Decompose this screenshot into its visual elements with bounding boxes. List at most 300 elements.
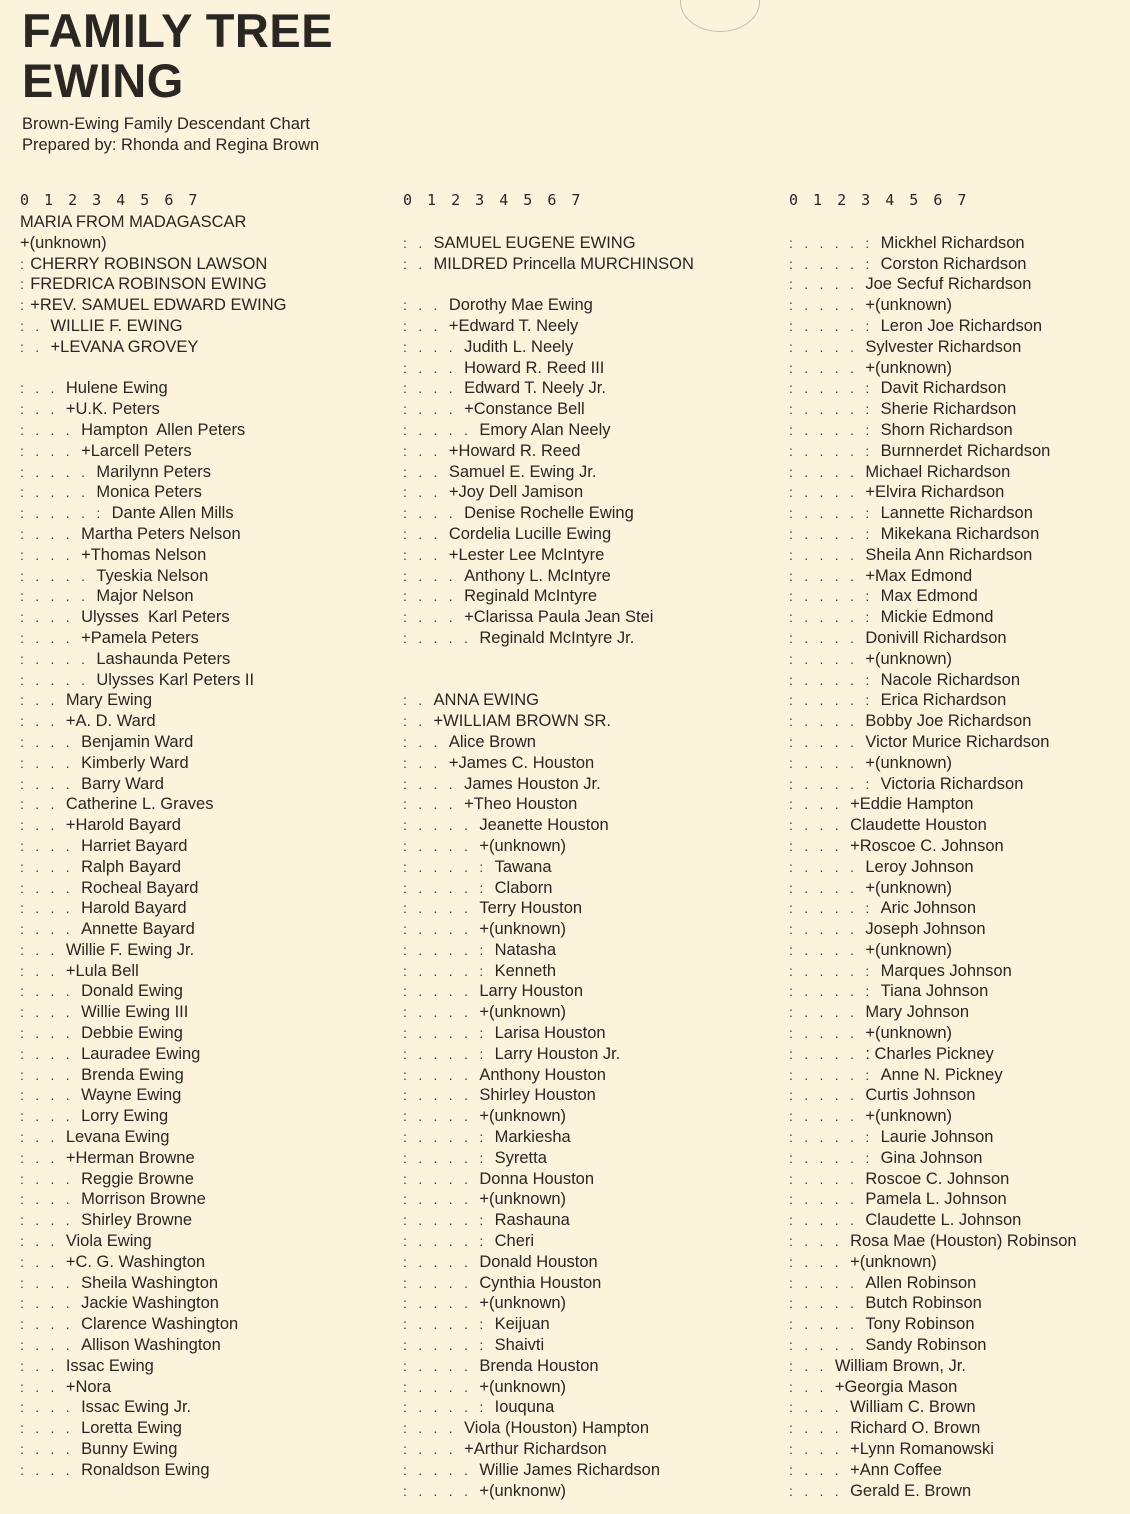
descendant-row [403, 233, 763, 254]
generation-marker: : . . . [20, 1066, 82, 1083]
person-name: Corston Richardson [880, 254, 1027, 273]
generation-marker: : . . . [789, 1461, 851, 1478]
descendant-row [20, 961, 380, 982]
person-name: Willie Ewing III [81, 1003, 189, 1022]
generation-marker: : . . . . [789, 1087, 866, 1104]
person-name: Claudette Houston [850, 816, 987, 835]
person-name: Reggie Browne [81, 1169, 194, 1188]
descendant-row [403, 753, 763, 774]
generation-marker: : . . [403, 297, 449, 314]
descendant-row [20, 1377, 380, 1398]
person-name: Burnnerdet Richardson [880, 441, 1051, 460]
descendant-row [20, 1148, 380, 1169]
descendant-row [403, 1314, 763, 1335]
person-name: +(unknown) [865, 878, 953, 897]
prepared-by: Prepared by: Rhonda and Regina Brown [22, 136, 320, 154]
generation-marker: : . . . [20, 1045, 82, 1062]
descendant-row [403, 940, 763, 961]
row-spacer [403, 670, 763, 691]
descendant-row [20, 711, 380, 732]
descendant-list [403, 212, 763, 1501]
generation-marker: : . . . [20, 1170, 82, 1187]
person-name: Keijuan [494, 1315, 550, 1334]
generation-marker: : . . . . [403, 1295, 480, 1312]
generation-marker: : . . . . [789, 1025, 866, 1042]
person-name: Brenda Ewing [81, 1065, 184, 1084]
person-name: Sherie Richardson [880, 400, 1017, 419]
generation-marker: : . . . . : [789, 421, 881, 438]
person-name: Max Edmond [880, 587, 978, 606]
descendant-row [20, 794, 380, 815]
descendant-row [20, 1210, 380, 1231]
person-name: Gina Johnson [880, 1148, 983, 1167]
generation-marker: : . . [789, 1357, 835, 1374]
person-name: Tawana [494, 857, 552, 876]
descendant-row [403, 441, 763, 462]
descendant-row [20, 1314, 380, 1335]
generation-marker: : [20, 276, 31, 293]
person-name: Pamela L. Johnson [865, 1190, 1007, 1209]
generation-marker: : . . [20, 941, 66, 958]
generation-marker: : . . [20, 401, 66, 418]
generation-marker: : . . [20, 1149, 66, 1166]
generation-marker: : . . . . : [789, 900, 881, 917]
generation-marker: : . . . . [789, 733, 866, 750]
descendant-row [789, 295, 1130, 316]
person-name: Larisa Houston [494, 1024, 606, 1043]
descendant-row [789, 690, 1130, 711]
descendant-row [403, 1231, 763, 1252]
person-name: FREDRICA ROBINSON EWING [30, 275, 267, 294]
generation-marker: : . . [20, 1357, 66, 1374]
descendant-row [20, 878, 380, 899]
generation-marker: : . . . [789, 1399, 851, 1416]
person-name: +Edward T. Neely [448, 316, 579, 335]
descendant-row [789, 649, 1130, 670]
generation-marker: : . . [20, 1233, 66, 1250]
generation-header: 0 1 2 3 4 5 6 7 [20, 191, 201, 209]
generation-marker: : . . . . [403, 1066, 480, 1083]
descendant-row [20, 815, 380, 836]
generation-marker: : . . . . [20, 671, 97, 688]
generation-marker: : . . . [403, 588, 465, 605]
generation-marker: : . . . . [20, 484, 97, 501]
generation-marker: : . . [789, 1378, 835, 1395]
person-name: Kenneth [494, 961, 557, 980]
person-name: Dorothy Mae Ewing [448, 296, 593, 315]
person-name: Viola Ewing [65, 1232, 152, 1251]
person-name: Lannette Richardson [880, 504, 1033, 523]
descendant-row [403, 1481, 763, 1502]
descendant-row [20, 233, 380, 254]
descendant-column-1 [20, 188, 380, 1481]
generation-marker: : . . . . [789, 1316, 866, 1333]
descendant-row [20, 690, 380, 711]
descendant-row [20, 1085, 380, 1106]
generation-marker: : . . . [403, 338, 465, 355]
descendant-row [403, 420, 763, 441]
generation-marker: : . . . [20, 1399, 82, 1416]
generation-marker: : . . [20, 962, 66, 979]
person-name: Davit Richardson [880, 379, 1007, 398]
person-name: Denise Rochelle Ewing [464, 504, 634, 523]
person-name: Ronaldson Ewing [81, 1460, 210, 1479]
descendant-row [403, 1439, 763, 1460]
descendant-row [403, 1148, 763, 1169]
person-name: Ulysses Karl Peters [81, 608, 230, 627]
generation-marker: : . . . [20, 1295, 82, 1312]
generation-marker: : . . . [403, 567, 465, 584]
person-name: Claborn [494, 878, 553, 897]
generation-marker: : . . . [20, 1087, 82, 1104]
person-name: Willie F. Ewing Jr. [65, 940, 195, 959]
person-name: +(unknown) [479, 1107, 567, 1126]
descendant-row [789, 1023, 1130, 1044]
descendant-row [403, 1356, 763, 1377]
person-name: Donald Houston [479, 1252, 598, 1271]
descendant-row [403, 586, 763, 607]
descendant-row [20, 1252, 380, 1273]
descendant-row [403, 1293, 763, 1314]
title-line-2: EWING [22, 54, 184, 107]
descendant-row [403, 1044, 763, 1065]
generation-marker: : . . . [20, 900, 82, 917]
generation-marker: : . . . [20, 983, 82, 1000]
person-name: +Lula Bell [65, 961, 139, 980]
generation-marker: : . . [20, 1129, 66, 1146]
descendant-row [789, 586, 1130, 607]
person-name: Sandy Robinson [865, 1336, 987, 1355]
person-name: Monica Peters [96, 483, 202, 502]
generation-marker: : . . [20, 1378, 66, 1395]
generation-marker: : . . . . : [789, 442, 881, 459]
generation-marker: : . . . [20, 609, 82, 626]
person-name: Kimberly Ward [81, 753, 189, 772]
descendant-row [789, 482, 1130, 503]
generation-marker: : . . . . [403, 1004, 480, 1021]
generation-marker: : . . [403, 317, 449, 334]
person-name: Rocheal Bayard [81, 878, 199, 897]
generation-marker: : . . [403, 546, 449, 563]
person-name: Larry Houston [479, 982, 583, 1001]
person-name: Tony Robinson [865, 1315, 975, 1334]
descendant-row [403, 1169, 763, 1190]
descendant-row [403, 482, 763, 503]
generation-marker: : . . . . [789, 941, 866, 958]
person-name: Aric Johnson [880, 899, 977, 918]
generation-marker: : . . . . : [403, 1149, 495, 1166]
descendant-row [789, 1189, 1130, 1210]
person-name: +Thomas Nelson [81, 545, 207, 564]
person-name: +(unknown) [850, 1252, 937, 1271]
descendant-row [403, 898, 763, 919]
descendant-row [789, 732, 1130, 753]
person-name: CHERRY ROBINSON LAWSON [30, 254, 268, 273]
generation-marker: : . . . . [403, 1482, 480, 1499]
person-name: Viola (Houston) Hampton [464, 1419, 650, 1438]
person-name: +U.K. Peters [65, 400, 160, 419]
descendant-row [403, 378, 763, 399]
descendant-row [20, 1335, 380, 1356]
generation-marker: : . . . [403, 505, 465, 522]
descendant-row [789, 753, 1130, 774]
person-name: Hulene Ewing [65, 379, 168, 398]
descendant-row [403, 690, 763, 711]
descendant-row [403, 1106, 763, 1127]
descendant-row [403, 462, 763, 483]
person-name: Ralph Bayard [81, 857, 182, 876]
title-line-1: FAMILY TREE [22, 4, 334, 57]
descendant-row [20, 212, 380, 233]
row-spacer [789, 212, 1130, 233]
person-name: +Roscoe C. Johnson [850, 836, 1004, 855]
person-name: +(unknown) [865, 358, 953, 377]
generation-marker: : . . . . : [789, 962, 881, 979]
person-name: Annette Bayard [81, 920, 195, 939]
person-name: +Elvira Richardson [865, 483, 1005, 502]
generation-marker: : . . . [20, 1461, 82, 1478]
person-name: Michael Richardson [865, 462, 1011, 481]
person-name: Natasha [494, 940, 557, 959]
descendant-list [20, 212, 380, 1481]
descendant-row [789, 1210, 1130, 1231]
generation-marker: : . . . [403, 359, 465, 376]
generation-marker: : . . . [20, 1191, 82, 1208]
generation-marker: : . . . . [403, 1378, 480, 1395]
person-name: +(unknown) [20, 233, 107, 252]
descendant-row [20, 1065, 380, 1086]
descendant-row [403, 732, 763, 753]
descendant-row [789, 233, 1130, 254]
descendant-row [789, 981, 1130, 1002]
generation-marker: : . . . . [789, 1295, 866, 1312]
person-name: Rashauna [494, 1211, 570, 1230]
descendant-row [789, 1085, 1130, 1106]
descendant-row [789, 1148, 1130, 1169]
descendant-row [789, 1065, 1130, 1086]
person-name: Laurie Johnson [880, 1128, 994, 1147]
generation-marker: : . . . [403, 1441, 465, 1458]
descendant-row [403, 1065, 763, 1086]
descendant-row [789, 441, 1130, 462]
person-name: Joe Secfuf Richardson [865, 275, 1032, 294]
generation-marker: : . . . . [789, 297, 866, 314]
descendant-column-2 [403, 188, 763, 1501]
generation-marker: : . . . [20, 921, 82, 938]
generation-marker: : . . . . [789, 1212, 866, 1229]
generation-marker: : . . . [20, 775, 82, 792]
generation-marker: : . . . . : [789, 983, 881, 1000]
generation-marker: : . . . . : [403, 858, 495, 875]
person-name: +REV. SAMUEL EDWARD EWING [30, 296, 287, 315]
person-name: Cordelia Lucille Ewing [448, 524, 612, 543]
generation-marker: : . . . . [20, 650, 97, 667]
person-name: Mikekana Richardson [880, 524, 1040, 543]
generation-marker: : . . . . : [789, 505, 881, 522]
generation-marker: : . . . . [789, 754, 866, 771]
generation-marker: : . . . . [789, 1337, 866, 1354]
descendant-row [20, 1106, 380, 1127]
descendant-row [789, 1418, 1130, 1439]
generation-marker: : . . . [20, 879, 82, 896]
descendant-row [789, 815, 1130, 836]
descendant-row [20, 670, 380, 691]
descendant-row [20, 1293, 380, 1314]
descendant-row [403, 857, 763, 878]
descendant-row [403, 1023, 763, 1044]
row-spacer [403, 649, 763, 670]
person-name: Cynthia Houston [479, 1273, 602, 1292]
person-name: Mary Johnson [865, 1003, 969, 1022]
person-name: +Lester Lee McIntyre [448, 545, 605, 564]
generation-marker: : . . . . [789, 1045, 866, 1062]
person-name: +(unknown) [479, 920, 567, 939]
generation-marker: : . . . [403, 796, 465, 813]
decorative-swirl [680, 0, 760, 32]
descendant-row [789, 1439, 1130, 1460]
person-name: Tiana Johnson [880, 982, 989, 1001]
person-name: : Charles Pickney [865, 1044, 994, 1063]
generation-marker: : . . . . : [789, 255, 881, 272]
person-name: Dante Allen Mills [111, 504, 234, 523]
descendant-row [789, 1044, 1130, 1065]
generation-marker: : . . [20, 1253, 66, 1270]
person-name: Allen Robinson [865, 1273, 977, 1292]
generation-marker: : . . [20, 380, 66, 397]
person-name: Nacole Richardson [880, 670, 1021, 689]
person-name: Shaivti [494, 1336, 545, 1355]
generation-marker: : . . . . [403, 1087, 480, 1104]
person-name: +(unknown) [865, 940, 953, 959]
person-name: Marques Johnson [880, 961, 1012, 980]
descendant-row [789, 919, 1130, 940]
generation-marker: : . . [20, 796, 66, 813]
descendant-row [20, 981, 380, 1002]
generation-marker: : . . . . : [789, 692, 881, 709]
descendant-row [789, 337, 1130, 358]
person-name: Issac Ewing [65, 1356, 154, 1375]
person-name: +(unknown) [479, 1294, 567, 1313]
generation-marker: : . . . . [403, 921, 480, 938]
page-title [22, 6, 333, 106]
person-name: Marilynn Peters [96, 462, 211, 481]
person-name: Edward T. Neely Jr. [464, 379, 606, 398]
generation-marker: : . . . . [403, 629, 480, 646]
person-name: James Houston Jr. [464, 774, 601, 793]
descendant-row [20, 1002, 380, 1023]
person-name: Iouquna [494, 1398, 555, 1417]
descendant-row [403, 836, 763, 857]
generation-marker: : . . . . : [403, 1025, 495, 1042]
generation-marker: : . . . . [789, 1191, 866, 1208]
descendant-row [789, 274, 1130, 295]
person-name: Issac Ewing Jr. [81, 1398, 192, 1417]
descendant-row [789, 857, 1130, 878]
generation-marker: : . . . . [20, 567, 97, 584]
descendant-row [20, 1273, 380, 1294]
descendant-row [403, 1252, 763, 1273]
descendant-row [20, 649, 380, 670]
person-name: Larry Houston Jr. [494, 1044, 621, 1063]
descendant-row [403, 524, 763, 545]
descendant-row [20, 1397, 380, 1418]
descendant-row [789, 711, 1130, 732]
generation-marker: : . . . . [789, 546, 866, 563]
generation-marker: : . . [403, 525, 449, 542]
person-name: Hampton Allen Peters [81, 420, 246, 439]
person-name: ANNA EWING [433, 691, 539, 710]
descendant-row [403, 1273, 763, 1294]
generation-marker: : . . . [20, 525, 82, 542]
descendant-row [20, 898, 380, 919]
descendant-row [20, 753, 380, 774]
person-name: Sylvester Richardson [865, 337, 1022, 356]
person-name: Syretta [494, 1148, 547, 1167]
descendant-row [20, 1460, 380, 1481]
descendant-row [789, 878, 1130, 899]
generation-marker: : . . . . : [789, 317, 881, 334]
descendant-row [789, 774, 1130, 795]
row-spacer [403, 212, 763, 233]
generation-marker: : . . . . [789, 463, 866, 480]
person-name: +Howard R. Reed [448, 441, 581, 460]
descendant-row [403, 961, 763, 982]
person-name: Catherine L. Graves [65, 795, 214, 814]
generation-marker: : . . . . [403, 1357, 480, 1374]
chart-subtitle: Brown-Ewing Family Descendant Chart [22, 115, 310, 133]
generation-marker: : . . . . [789, 650, 866, 667]
descendant-row [20, 919, 380, 940]
person-name: Mickhel Richardson [880, 233, 1025, 252]
descendant-row [403, 1460, 763, 1481]
person-name: Rosa Mae (Houston) Robinson [850, 1232, 1077, 1251]
descendant-row [789, 940, 1130, 961]
descendant-row [789, 378, 1130, 399]
generation-marker: : . . [20, 817, 66, 834]
person-name: Anne N. Pickney [880, 1065, 1003, 1084]
person-name: Brenda Houston [479, 1356, 599, 1375]
generation-marker: : . [403, 255, 434, 272]
generation-marker: : . . . . : [789, 775, 881, 792]
generation-marker: : . . . [20, 546, 82, 563]
descendant-row [789, 420, 1130, 441]
generation-marker: : . . . . : [403, 1129, 495, 1146]
generation-marker: : . . . . [403, 1170, 480, 1187]
person-name: Mickie Edmond [880, 608, 994, 627]
generation-marker: : . . . [20, 1420, 82, 1437]
descendant-row [20, 586, 380, 607]
descendant-row [20, 503, 380, 524]
person-name: Morrison Browne [81, 1190, 206, 1209]
descendant-row [20, 1231, 380, 1252]
person-name: Alice Brown [448, 732, 536, 751]
descendant-row [403, 711, 763, 732]
person-name: Barry Ward [81, 774, 164, 793]
generation-marker: : . . . . : [789, 1149, 881, 1166]
person-name: MARIA FROM MADAGASCAR [20, 213, 247, 231]
descendant-row [20, 857, 380, 878]
generation-marker: : . . . . [789, 359, 866, 376]
generation-marker: : . . . . [789, 484, 866, 501]
descendant-row [20, 316, 380, 337]
generation-marker: : . . . . [403, 1253, 480, 1270]
generation-marker: : . [403, 234, 434, 251]
descendant-row [789, 358, 1130, 379]
descendant-row [403, 254, 763, 275]
generation-marker: : . . . . [789, 858, 866, 875]
descendant-row [403, 545, 763, 566]
descendant-row [403, 1210, 763, 1231]
